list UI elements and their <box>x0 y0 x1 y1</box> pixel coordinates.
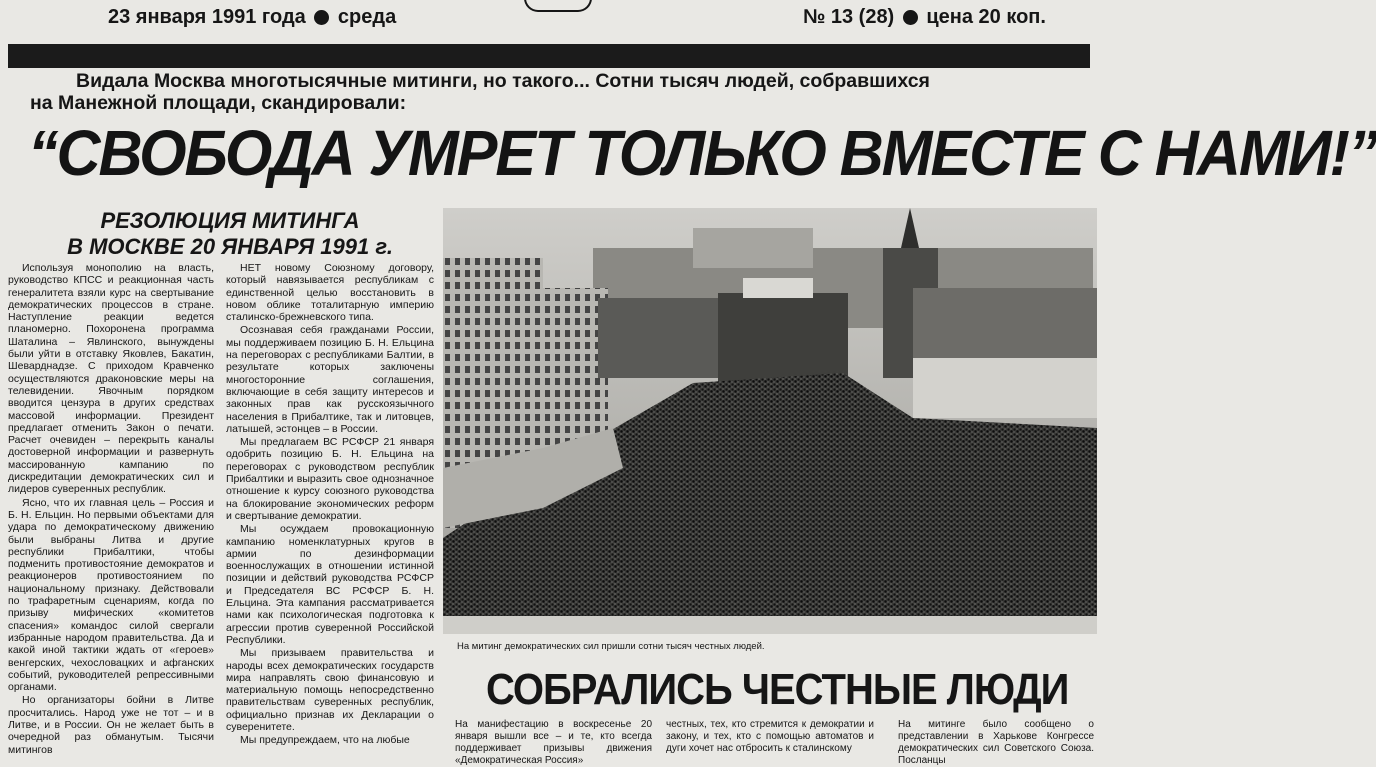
paragraph: Мы осуждаем провокационную кампанию номенклатурных кругов в армии по дезинформации военнослужащих в отношении истинной позиции и действий руководства РСФСР и Председателя ВС РСФСР Б. Н. Ельцина. Эта кампания рассматривается нами как психологическая подготовка к агрессии против суверенной Российской Республики. <box>226 523 434 646</box>
price-text: цена 20 коп. <box>926 6 1046 28</box>
article-column-1 <box>8 262 214 756</box>
bottom-column-1: На манифестацию в воскресенье 20 января вышли все – и те, кто всегда поддерживает призывы движения «Демократическая Россия» <box>455 719 652 766</box>
paragraph: Мы предлагаем ВС РСФСР 21 января одобрить позицию Б. Н. Ельцина на переговорах с руководством республик Прибалтики и выразить свое однозначное отношение к курсу союзного руководства на блокирование экономических реформ и свертывание демократии. <box>226 436 434 522</box>
masthead-date <box>108 6 396 29</box>
paragraph: Мы предупреждаем, что на любые <box>240 734 410 747</box>
paragraph: Используя монополию на власть, руководство КПСС и реакционная часть генералитета взяли курс на свертывание демократических процессов в стране. Наступление реакции ведется планомерно. Похоронена программа Шаталина – Явлинского, вынуждены были уйти в отставку Яковлев, Бакатин, Шеварднадзе. С приходом Кравченко осуществляются драконовские меры на телевидении. Явочным порядком вводится цензура в других средствах массовой информации. Президент предлагает отменить Закон о печати. Расчет очевиден – перекрыть каналы достоверной информации и развернуть массированную кампанию по дискредитации демократических сил и лидеров суверенных республик. <box>8 262 214 496</box>
masthead-issue <box>803 6 1046 29</box>
photo-caption: На митинг демократических сил пришли сотни тысяч честных людей. <box>457 641 765 652</box>
issue-number: № 13 (28) <box>803 6 895 28</box>
paragraph: Мы призываем правительства и народы всех демократических государств мира направлять свою финансовую и материальную помощь непосредственно правительствам суверенных республик, официально признав их Декларации о суверенитете. <box>226 647 434 733</box>
article-column-2 <box>226 262 434 751</box>
masthead-rule <box>8 44 1090 68</box>
bottom-column-3: На митинге было сообщено о представлении в Харьковe Конгрессе демократических сил Советского Союза. Посланцы <box>898 719 1094 766</box>
resolution-line-2: В МОСКВЕ 20 ЯНВАРЯ 1991 г. <box>67 234 393 259</box>
paragraph: Осознавая себя гражданами России, мы поддерживаем позицию Б. Н. Ельцина на переговорах с республиками Балтии, в результате которых заключены многосторонние соглашения, включающие в себя защиту интересов и законных прав как русскоязычного населения в Прибалтике, так и литовцев, латышей, эстонцев – в России. <box>226 324 434 435</box>
intro-line-2: на Манежной площади, скандировали: <box>30 92 407 114</box>
intro-line-1: Видала Москва многотысячные митинги, но такого... Сотни тысяч людей, собравшихся <box>76 70 930 92</box>
bottom-column-2: честных, тех, кто стремится к демократии и закону, и тех, кто с помощью автоматов и дуги хочет нас отбросить к сталинскому <box>666 719 874 754</box>
resolution-heading <box>40 208 420 260</box>
rally-photo <box>443 208 1097 634</box>
bullet-icon <box>314 10 329 25</box>
date-text: 23 января 1991 года <box>108 6 306 28</box>
intro-text <box>30 70 1092 114</box>
logo-fragment-icon <box>524 0 592 12</box>
paragraph: НЕТ новому Союзному договору, который навязывается республикам с единственной целью восстановить в новом облике тоталитарную империю сталинско-брежневского типа. <box>226 262 434 324</box>
bullet-icon <box>903 10 918 25</box>
main-headline: “СВОБОДА УМРЕТ ТОЛЬКО ВМЕСТЕ С НАМИ!” <box>28 117 1376 189</box>
resolution-line-1: РЕЗОЛЮЦИЯ МИТИНГА <box>100 208 360 233</box>
secondary-headline: СОБРАЛИСЬ ЧЕСТНЫЕ ЛЮДИ <box>486 666 1069 714</box>
paragraph: Но организаторы бойни в Литве просчитались. Народ уже не тот – и в Литве, и в России. Он не желает быть в очередной раз обманутым. Тысячи митингов <box>8 694 214 756</box>
paragraph: Ясно, что их главная цель – Россия и Б. Н. Ельцин. Но первыми объектами для удара по демократическому движению были выбраны Литва и другие республики Прибалтики, чтобы подменить противостояние демократов и реакционеров противостоянием по национальному признаку. Действовали по трафаретным сценариям, когда по призыву мифических «комитетов спасения» командос силой свергали избранные народом правительства. Да и какой иной тактики ждать от «героев» венгерских, чехословацких и афганских событий, руководителей репрессивными органами. <box>8 496 214 694</box>
weekday-text: среда <box>337 6 397 28</box>
